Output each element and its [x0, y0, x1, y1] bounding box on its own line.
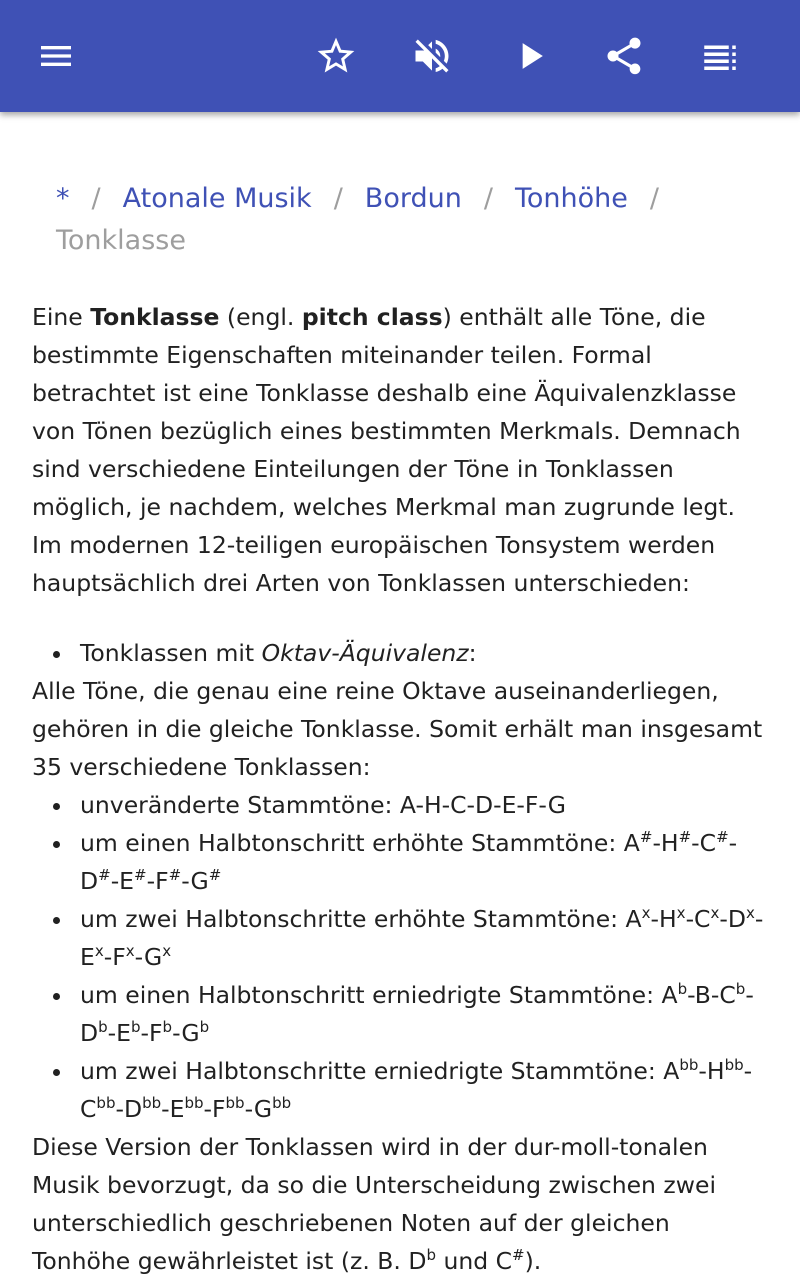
note: -B- — [687, 981, 720, 1009]
note: E — [116, 1019, 131, 1047]
accidental: # — [168, 866, 182, 884]
accidental: bb — [724, 1056, 744, 1074]
note: A — [625, 905, 642, 933]
note-separator: - — [650, 905, 659, 933]
note: E — [119, 867, 135, 895]
accidental: x — [162, 942, 172, 960]
note-separator: - — [745, 981, 754, 1009]
note: E — [80, 943, 95, 971]
note-separator: - — [698, 1057, 707, 1085]
list-item-sharp — [80, 824, 772, 900]
note-separator: - — [728, 829, 738, 857]
note-separator: - — [754, 905, 764, 933]
note-separator: - — [719, 905, 728, 933]
note: D — [80, 1019, 99, 1047]
accidental: b — [130, 1018, 141, 1036]
note: G — [144, 943, 163, 971]
accidental: x — [676, 904, 686, 922]
text-span: : — [468, 639, 477, 667]
note-separator: - — [110, 867, 120, 895]
note-separator: - — [140, 1019, 149, 1047]
text-span: (engl. — [219, 303, 302, 331]
accidental: bb — [679, 1056, 699, 1074]
note-separator: - — [161, 1095, 170, 1123]
note-separator: - — [181, 867, 191, 895]
note: D — [80, 867, 99, 895]
list-item — [80, 634, 772, 672]
note: C — [699, 829, 717, 857]
note: D — [123, 1095, 143, 1123]
accidental: x — [125, 942, 135, 960]
playlist-icon[interactable] — [695, 31, 745, 81]
breadcrumb-separator: / — [91, 183, 101, 214]
breadcrumb-separator: / — [483, 183, 493, 214]
accidental: # — [134, 866, 147, 884]
article-view[interactable] — [0, 112, 800, 1280]
text-span: um einen Halbtonschritt erniedrigte Stammtöne: — [80, 981, 662, 1009]
accidental: b — [735, 980, 746, 998]
note: F — [149, 1019, 163, 1047]
note: F — [155, 867, 169, 895]
text-span: um zwei Halbtonschritte erniedrigte Stammtöne: — [80, 1057, 664, 1085]
accidental: x — [94, 942, 104, 960]
text-span: ) enthält alle Töne, die bestimmte Eigenschaften miteinander teilen. Formal betrachtet ist eine Tonklasse deshalb eine Äquivalenzklasse von Tönen bezüglich eines bestimmten Merkmals. Demnach sind verschiedene Einteilungen der Töne in Tonklassen möglich, je nachdem, welches Merkmal man zugrunde legt. Im modernen 12-teiligen europäischen Tonsystem werden hauptsächlich drei Arten von Tonklassen unterschieden: — [32, 303, 741, 597]
note: H — [660, 829, 679, 857]
intro-paragraph — [32, 298, 772, 602]
accidental: b — [677, 980, 688, 998]
note: F — [112, 943, 126, 971]
note-separator: - — [134, 943, 144, 971]
breadcrumb-separator: / — [333, 183, 343, 214]
note: G — [181, 1019, 200, 1047]
text-span: Eine — [32, 303, 91, 331]
note-separator: - — [172, 1019, 182, 1047]
accidental: # — [208, 866, 222, 884]
accidental: b — [199, 1018, 210, 1036]
term-pitch-class: pitch class — [301, 303, 443, 331]
breadcrumb-current: Tonklasse — [56, 225, 186, 256]
note: H — [659, 905, 677, 933]
octave-paragraph: Alle Töne, die genau eine reine Oktave auseinanderliegen, gehören in die gleiche Tonklasse. Somit erhält man insgesamt 35 verschiedene Tonklassen: — [32, 677, 763, 781]
accidental: x — [710, 904, 720, 922]
app-toolbar — [0, 0, 800, 112]
accidental: # — [98, 866, 111, 884]
breadcrumb-link-bordun[interactable]: Bordun — [364, 183, 462, 214]
accidental: bb — [225, 1094, 245, 1112]
term-oktav-aequivalenz: Oktav-Äquivalenz — [261, 639, 469, 667]
list-item-double-sharp — [80, 900, 772, 976]
breadcrumb-link-tonhoehe[interactable]: Tonhöhe — [514, 183, 628, 214]
text-span: ). — [524, 1247, 542, 1275]
accidental: b — [426, 1246, 436, 1264]
note-separator: - — [244, 1095, 254, 1123]
note-separator: - — [685, 905, 695, 933]
list-item-flat — [80, 976, 772, 1052]
accidental: bb — [142, 1094, 162, 1112]
note: D — [727, 905, 746, 933]
breadcrumb-separator: / — [649, 183, 659, 214]
accidental: bb — [272, 1094, 292, 1112]
accidental: # — [639, 828, 653, 846]
accidental: x — [745, 904, 755, 922]
note-separator: - — [743, 1057, 753, 1085]
type-list — [32, 634, 772, 672]
note: G — [253, 1095, 273, 1123]
text-span: um zwei Halbtonschritte erhöhte Stammtöne: — [80, 905, 626, 933]
note: A — [661, 981, 678, 1009]
note-separator: - — [652, 829, 661, 857]
note: F — [211, 1095, 226, 1123]
accidental: b — [162, 1018, 173, 1036]
text-span: und C — [435, 1247, 513, 1275]
note-separator: - — [203, 1095, 212, 1123]
accidental: # — [678, 828, 692, 846]
volume-off-icon[interactable] — [407, 31, 457, 81]
note-separator: - — [103, 943, 113, 971]
note: C — [719, 981, 736, 1009]
note: G — [190, 867, 209, 895]
text-span: Diese Version der Tonklassen wird in der dur-moll-tonalen Musik bevorzugt, da so die Unterscheidung zwischen zwei unterschiedlich geschriebenen Noten auf der gleichen Tonhöhe gewährleistet ist (z. B. D — [32, 1133, 716, 1275]
text-span: um einen Halbtonschritt erhöhte Stammtöne: — [80, 829, 624, 857]
note: A — [663, 1057, 680, 1085]
note: A — [623, 829, 640, 857]
note: E — [169, 1095, 185, 1123]
accidental: bb — [184, 1094, 204, 1112]
accidental: x — [641, 904, 651, 922]
closing-paragraph — [32, 1128, 772, 1280]
note-separator: - — [107, 1019, 117, 1047]
accidental: bb — [96, 1094, 116, 1112]
pitch-class-list — [32, 786, 772, 1128]
note: C — [80, 1095, 97, 1123]
spacer — [32, 602, 772, 634]
play-icon[interactable] — [505, 31, 555, 81]
note-separator: - — [691, 829, 700, 857]
note-separator: - — [146, 867, 156, 895]
accidental: # — [716, 828, 729, 846]
note-separator: - — [115, 1095, 124, 1123]
note: C — [694, 905, 711, 933]
star-icon[interactable] — [311, 31, 361, 81]
article-body — [32, 298, 772, 1280]
list-item-double-flat — [80, 1052, 772, 1128]
text-span: Tonklassen mit — [80, 639, 262, 667]
accidental: b — [98, 1018, 108, 1036]
list-item-unaltered: unveränderte Stammtöne: A-H-C-D-E-F-G — [80, 786, 772, 824]
breadcrumb-link-root[interactable]: * — [56, 183, 70, 214]
accidental: # — [512, 1246, 525, 1264]
breadcrumb-link-atonale-musik[interactable]: Atonale Musik — [122, 183, 312, 214]
menu-icon[interactable] — [31, 31, 81, 81]
term-tonklasse: Tonklasse — [90, 303, 220, 331]
share-icon[interactable] — [599, 31, 649, 81]
breadcrumb — [56, 178, 756, 262]
note: H — [706, 1057, 725, 1085]
